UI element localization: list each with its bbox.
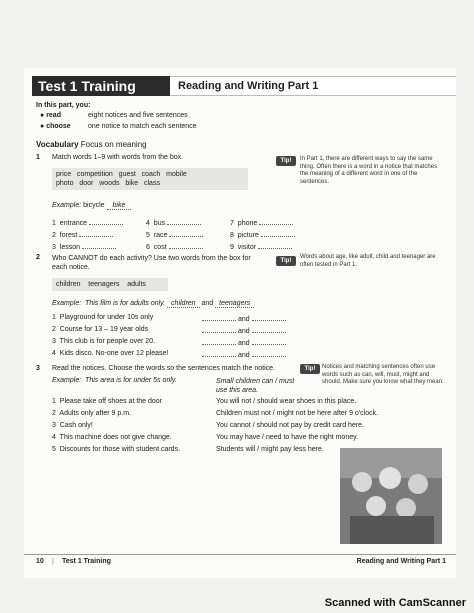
q3-sentence-2: Children must not / might not be here after 9 o'clock. [216, 410, 379, 417]
worksheet-page [24, 68, 456, 578]
intro-heading: In this part, you: [36, 102, 91, 109]
tip-2-text: Words about age, like adult, child and teenager are often tested in Part 1. [300, 254, 436, 268]
footer-left: Test 1 Training [62, 558, 111, 565]
q2-answer-4: and [202, 350, 286, 359]
q2-answer-2: and [202, 326, 286, 335]
q3-example: Example: This area is for under 5s only. [52, 377, 177, 384]
children-photo [340, 448, 442, 544]
q2-item-3: 3 This club is for people over 20. [52, 338, 155, 345]
tip-1-text: In Part 1, there are different ways to say the same thing. Often there is a word in a notice that matches the meaning of a different word in one of the sentences. [300, 156, 438, 185]
q3-item-2: 2 Adults only after 9 p.m. [52, 410, 132, 417]
q3-item-4: 4 This machine does not give change. [52, 434, 172, 441]
q1-item-9: 9 visitor [230, 242, 292, 251]
q1-box-row-1: price competition guest coach mobile [56, 171, 187, 178]
q3-sentence-5: Students will / might pay less here. [216, 446, 324, 453]
q3-item-5: 5 Discounts for those with student cards. [52, 446, 181, 453]
q3-instruction: Read the notices. Choose the words so the sentences match the notice. [52, 365, 275, 372]
tip-3-badge: Tip! [300, 364, 320, 374]
q3-item-1: 1 Please take off shoes at the door [52, 398, 163, 405]
q1-item-1: 1 entrance [52, 218, 123, 227]
q2-box-words: children teenagers adults [56, 281, 146, 288]
q2-instruction: Who CANNOT do each activity? Use two words from the box for each notice. [52, 255, 251, 271]
tip-2-badge: Tip! [276, 256, 296, 266]
intro-bullet-1-text: eight notices and five sentences [88, 112, 188, 119]
q1-number: 1 [36, 154, 40, 161]
q2-number: 2 [36, 254, 40, 261]
q2-answer-1: and [202, 314, 286, 323]
q1-item-5: 5 race [146, 230, 203, 239]
page-number: 10 [36, 558, 44, 565]
intro-bullet-2: ● choose [40, 123, 71, 130]
q1-box-row-2: photo door woods bike class [56, 180, 160, 187]
q2-item-1: 1 Playground for under 10s only [52, 314, 154, 321]
vocab-label: Vocabulary Focus on meaning [36, 140, 147, 149]
q1-item-2: 2 forest [52, 230, 113, 239]
q3-sentence-4: You may have / need to have the right money. [216, 434, 359, 441]
q1-instruction: Match words 1–9 with words from the box. [52, 154, 184, 161]
q3-number: 3 [36, 365, 40, 372]
q2-item-2: 2 Course for 13 – 19 year olds [52, 326, 149, 333]
footer-right: Reading and Writing Part 1 [356, 558, 446, 565]
page-header [24, 76, 456, 96]
q1-item-7: 7 phone [230, 218, 293, 227]
q1-item-4: 4 bus [146, 218, 201, 227]
q2-answer-3: and [202, 338, 286, 347]
q2-item-4: 4 Kids disco. No-one over 12 please! [52, 350, 169, 357]
intro-bullet-2-text: one notice to match each sentence [88, 123, 197, 130]
q1-item-3: 3 lesson [52, 242, 116, 251]
q1-item-6: 6 cost [146, 242, 203, 251]
test-label: Test 1 Training [32, 76, 170, 96]
q3-sentence-3: You cannot / should not pay by credit card here. [216, 422, 365, 429]
page-footer: 10 | Test 1 Training Reading and Writing Part 1 [24, 554, 456, 569]
q3-example-answer: Small children can / must use this area. [216, 378, 295, 394]
q3-sentence-1: You will not / should wear shoes in this place. [216, 398, 357, 405]
q1-example: Example: bicycle bike [52, 202, 131, 209]
section-title: Reading and Writing Part 1 [170, 76, 456, 96]
q1-item-8: 8 picture [230, 230, 295, 239]
q2-example: Example: This film is for adults only. children and teenagers [52, 300, 254, 307]
q3-item-3: 3 Cash only! [52, 422, 93, 429]
intro-bullet-1: ● read [40, 112, 61, 119]
tip-3-text: Notices and matching sentences often use words such as can, will, must, might and should. Make sure you know what they mean. [322, 364, 444, 385]
scanner-watermark: Scanned with CamScanner [324, 597, 466, 609]
tip-1-badge: Tip! [276, 156, 296, 166]
